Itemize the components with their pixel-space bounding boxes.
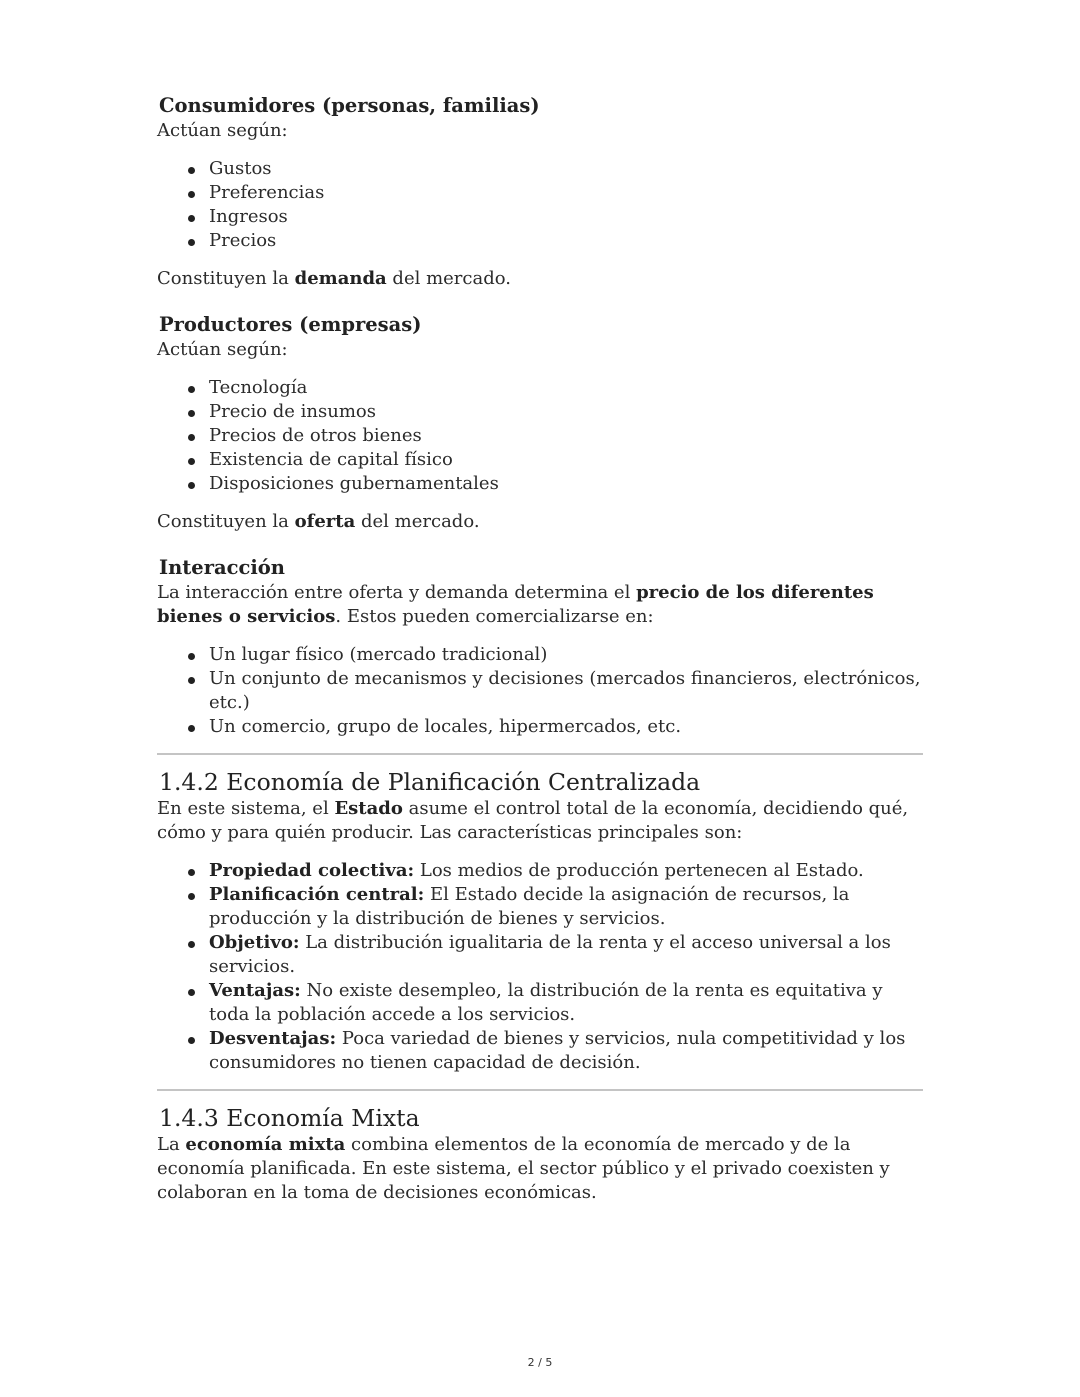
interaccion-section (157, 554, 923, 739)
list-item: Precios de otros bienes (209, 424, 923, 448)
list-item: Existencia de capital físico (209, 448, 923, 472)
list-item: Tecnología (209, 376, 923, 400)
mixta-section (157, 1103, 923, 1205)
list-item: Gustos (209, 157, 923, 181)
productores-intro: Actúan según: (157, 339, 288, 360)
interaccion-list (157, 643, 923, 739)
section-divider (157, 1089, 923, 1091)
consumidores-section (157, 92, 923, 291)
productores-heading: Productores (empresas) (159, 313, 422, 336)
list-item: Preferencias (209, 181, 923, 205)
list-item: Precios (209, 229, 923, 253)
productores-conclusion: Constituyen la oferta del mercado. (157, 511, 480, 532)
list-item: Ingresos (209, 205, 923, 229)
planificacion-text: En este sistema, el Estado asume el control total de la economía, decidiendo qué, cómo y para quién producir. Las características principales son: (157, 798, 909, 843)
list-item: Planificación central: El Estado decide la asignación de recursos, la producción y la distribución de bienes y servicios. (209, 883, 923, 931)
planificacion-list (157, 859, 923, 1075)
consumidores-conclusion: Constituyen la demanda del mercado. (157, 268, 511, 289)
interaccion-heading: Interacción (159, 556, 285, 579)
productores-section (157, 311, 923, 534)
list-item: Un conjunto de mecanismos y decisiones (mercados financieros, electrónicos, etc.) (209, 667, 923, 715)
page-number: 2 / 5 (527, 1356, 553, 1369)
document-body (157, 92, 923, 1205)
productores-list (157, 376, 923, 496)
list-item: Precio de insumos (209, 400, 923, 424)
list-item: Un comercio, grupo de locales, hipermercados, etc. (209, 715, 923, 739)
list-item: Desventajas: Poca variedad de bienes y servicios, nula competitividad y los consumidores no tienen capacidad de decisión. (209, 1027, 923, 1075)
interaccion-text: La interacción entre oferta y demanda determina el precio de los diferentes bienes o servicios. Estos pueden comercializarse en: (157, 582, 874, 627)
consumidores-heading: Consumidores (personas, familias) (159, 94, 540, 117)
list-item: Objetivo: La distribución igualitaria de la renta y el acceso universal a los servicios. (209, 931, 923, 979)
list-item: Un lugar físico (mercado tradicional) (209, 643, 923, 667)
list-item: Disposiciones gubernamentales (209, 472, 923, 496)
mixta-text: La economía mixta combina elementos de la economía de mercado y de la economía planificada. En este sistema, el sector público y el privado coexisten y colaboran en la toma de decisiones económicas. (157, 1134, 890, 1203)
section-divider (157, 753, 923, 755)
mixta-heading: 1.4.3 Economía Mixta (159, 1104, 420, 1132)
list-item: Propiedad colectiva: Los medios de producción pertenecen al Estado. (209, 859, 923, 883)
consumidores-list (157, 157, 923, 253)
planificacion-heading: 1.4.2 Economía de Planificación Centralizada (159, 768, 701, 796)
planificacion-section (157, 767, 923, 1075)
consumidores-intro: Actúan según: (157, 120, 288, 141)
list-item: Ventajas: No existe desempleo, la distribución de la renta es equitativa y toda la población accede a los servicios. (209, 979, 923, 1027)
